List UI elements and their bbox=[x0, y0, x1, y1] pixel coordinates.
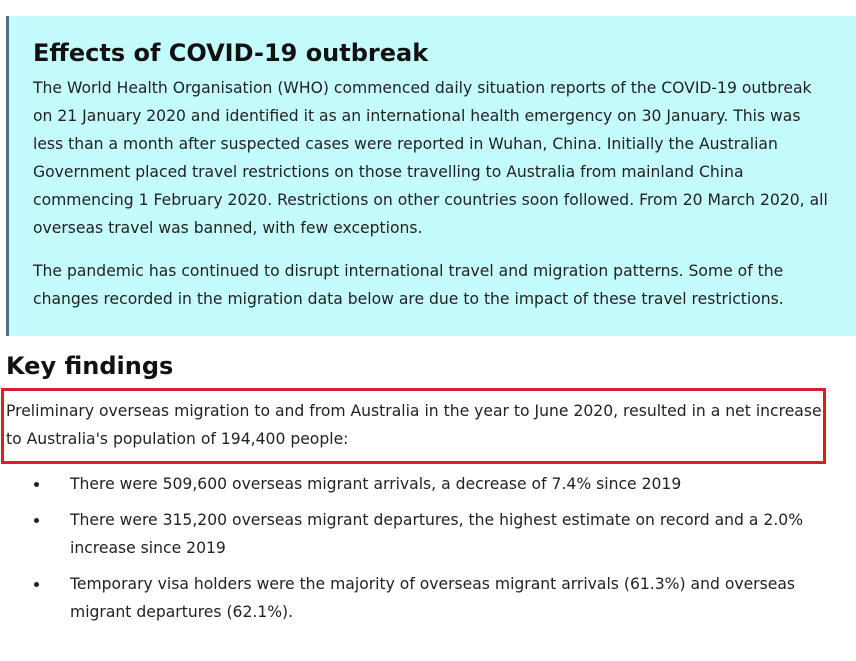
covid-callout-box bbox=[6, 16, 856, 336]
key-findings-heading: Key findings bbox=[6, 352, 174, 380]
key-findings-intro: Preliminary overseas migration to and from Australia in the year to June 2020, resulted in a net increase to Australia's population of 194,400 people: bbox=[6, 402, 822, 448]
key-findings-list bbox=[0, 470, 856, 634]
callout-title: Effects of COVID-19 outbreak bbox=[33, 39, 429, 67]
list-item-text: There were 509,600 overseas migrant arrivals, a decrease of 7.4% since 2019 bbox=[70, 475, 682, 493]
callout-paragraph: The World Health Organisation (WHO) commenced daily situation reports of the COVID-19 outbreak on 21 January 2020 and identified it as an international health emergency on 30 January. This was less than a month after suspected cases were reported in Wuhan, China. Initially the Australian Government placed travel restrictions on those travelling to Australia from mainland China commencing 1 February 2020. Restrictions on other countries soon followed. From 20 March 2020, all overseas travel was banned, with few exceptions. bbox=[33, 79, 828, 237]
callout-paragraph: The pandemic has continued to disrupt international travel and migration patterns. Some of the changes recorded in the migration data below are due to the impact of these travel restrictions. bbox=[33, 262, 784, 308]
list-item-text: Temporary visa holders were the majority of overseas migrant arrivals (61.3%) and overseas migrant departures (62.1%). bbox=[70, 575, 795, 621]
list-item bbox=[0, 470, 856, 498]
bullet-icon bbox=[34, 518, 39, 523]
list-item-text: There were 315,200 overseas migrant departures, the highest estimate on record and a 2.0% increase since 2019 bbox=[70, 511, 804, 557]
list-item bbox=[0, 506, 856, 562]
bullet-icon bbox=[34, 582, 39, 587]
bullet-icon bbox=[34, 482, 39, 487]
list-item bbox=[0, 570, 856, 626]
